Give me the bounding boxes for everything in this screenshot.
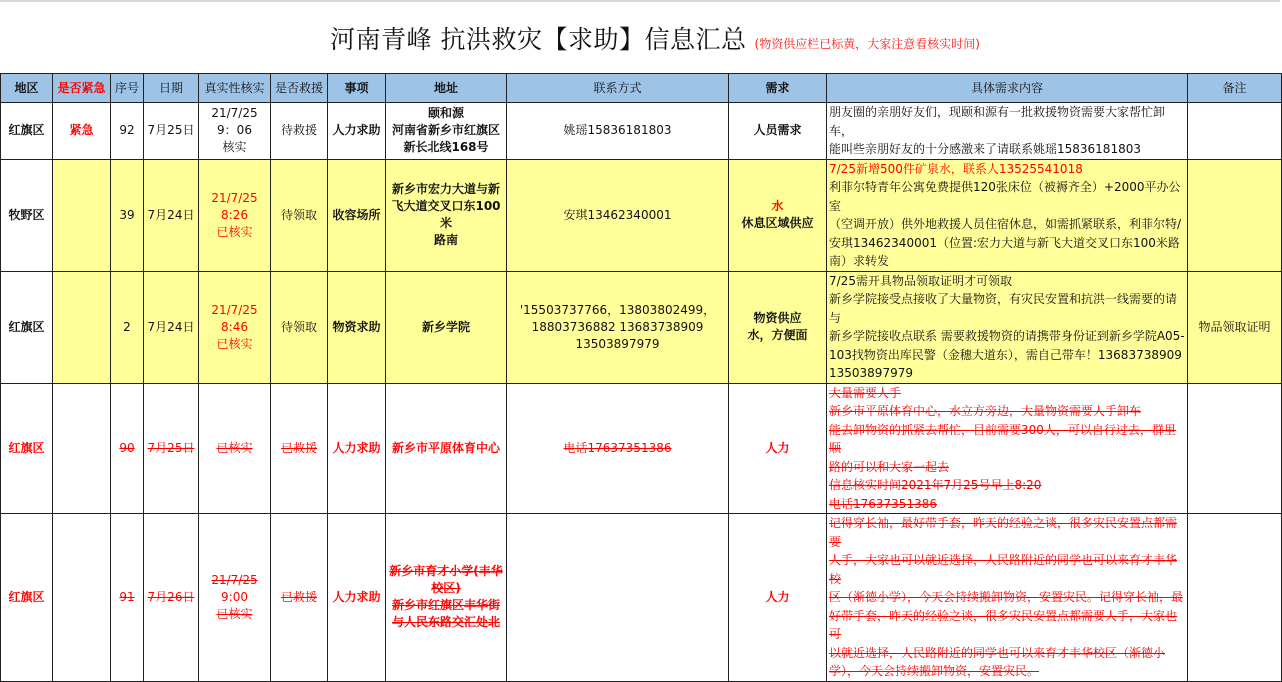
address-line: 路南 — [433, 233, 458, 247]
address-line: 飞大道交叉口东100米 — [391, 199, 501, 230]
title-bar — [0, 2, 1280, 73]
table-row — [1, 159, 1282, 271]
cell-need[interactable] — [729, 271, 827, 383]
cell-address[interactable] — [386, 514, 507, 682]
cell-item[interactable]: 人力求助 — [328, 103, 386, 160]
cell-contact[interactable]: 姚瑶15836181803 — [507, 103, 729, 160]
cell-urgent[interactable] — [53, 159, 111, 271]
verify-time: 8:26 — [221, 207, 248, 222]
cell-detail[interactable] — [827, 159, 1188, 271]
detail-line: 安琪13462340001（位置:宏力大道与新飞大道交叉口东100米路 — [829, 235, 1180, 250]
cell-remark[interactable] — [1188, 103, 1282, 160]
rescue-value: 已救援 — [280, 440, 317, 455]
verify-time: 9：06 — [217, 123, 252, 138]
cell-date[interactable] — [144, 383, 199, 514]
detail-line: 区（渐德小学），今天会持续搬卸物资，安置灾民。记得穿长袖，最 — [829, 590, 1184, 604]
detail-line: 新乡学院接受点接收了大量物资，有灾民安置和抗洪一线需要的请与 — [829, 292, 1178, 325]
detail-line: 好带手套，昨天的经验之谈，很多灾民安置点都需要人手，大家也可 — [829, 608, 1178, 641]
cell-need[interactable] — [729, 159, 827, 271]
cell-need[interactable]: 人力 — [729, 383, 827, 514]
cell-item[interactable]: 收容场所 — [328, 159, 386, 271]
col-header-item[interactable]: 事项 — [328, 74, 386, 103]
cell-remark[interactable] — [1188, 159, 1282, 271]
col-header-no[interactable]: 序号 — [111, 74, 144, 103]
address-line: 新乡市宏力大道与新 — [391, 182, 500, 196]
cell-detail[interactable] — [827, 383, 1188, 514]
cell-rescue[interactable]: 待领取 — [271, 159, 328, 271]
cell-verify[interactable] — [199, 271, 271, 383]
cell-no[interactable]: 39 — [111, 159, 144, 271]
cell-no[interactable]: 2 — [111, 271, 144, 383]
detail-line: 大量需要人手 — [829, 385, 902, 400]
detail-line: 能去卸物资的抓紧去帮忙，目前需要300人，可以自行过去，群里顺 — [829, 422, 1176, 455]
detail-line: 新乡市平原体育中心，水立方旁边，大量物资需要人手卸车 — [829, 404, 1142, 418]
cell-no[interactable] — [111, 514, 144, 682]
detail-line: 南）求转发 — [829, 254, 890, 268]
no-value: 90 — [119, 440, 135, 455]
need-line: 休息区域供应 — [741, 216, 814, 230]
cell-need[interactable]: 人员需求 — [729, 103, 827, 160]
contact-line: 18803736882 13683738909 — [531, 319, 704, 334]
cell-rescue[interactable] — [271, 383, 328, 514]
cell-region[interactable]: 牧野区 — [1, 159, 53, 271]
detail-line: 13503897979 — [829, 366, 913, 380]
detail-line: 路的可以和大家一起去 — [829, 459, 950, 474]
detail-line: 人手，大家也可以就近选择，人民路附近的同学也可以来育才丰华校 — [829, 553, 1178, 586]
detail-line: 7/25需开具物品领取证明才可领取 — [829, 273, 1012, 288]
cell-no[interactable]: 92 — [111, 103, 144, 160]
cell-date[interactable]: 7月24日 — [144, 159, 199, 271]
col-header-detail[interactable]: 具体需求内容 — [827, 74, 1188, 103]
cell-item[interactable]: 人力求助 — [328, 514, 386, 682]
cell-address[interactable] — [386, 159, 507, 271]
detail-line: 新乡学院接收点联系 需要救援物资的请携带身份证到新乡学院A05- — [829, 329, 1185, 343]
cell-rescue[interactable]: 待领取 — [271, 271, 328, 383]
verify-status: 已核实 — [216, 606, 253, 621]
address-line: 河南省新乡市红旗区 — [391, 123, 500, 138]
verify-date: 21/7/25 — [211, 106, 258, 121]
address-line: 颐和源 — [427, 106, 464, 121]
detail-line: （空调开放）供外地救援人员住宿休息，如需抓紧联系，利菲尔特/ — [829, 217, 1182, 231]
cell-urgent[interactable] — [53, 383, 111, 514]
cell-item[interactable]: 人力求助 — [328, 383, 386, 514]
cell-verify[interactable] — [199, 514, 271, 682]
contact-line: 13503897979 — [575, 336, 660, 351]
detail-line: 记得穿长袖，最好带手套，昨天的经验之谈，很多灾民安置点都需要 — [829, 516, 1178, 549]
cell-contact[interactable]: 安琪13462340001 — [507, 159, 729, 271]
cell-verify[interactable] — [199, 383, 271, 514]
address-line: 新乡市红旗区丰华街 — [391, 598, 500, 613]
no-value: 91 — [119, 589, 135, 604]
col-header-remark[interactable]: 备注 — [1188, 74, 1282, 103]
cell-rescue[interactable] — [271, 514, 328, 682]
table-row — [1, 271, 1282, 383]
detail-line: 朋友圈的亲朋好友们，现颐和源有一批救援物资需要大家帮忙卸车， — [829, 105, 1166, 138]
col-header-date[interactable]: 日期 — [144, 74, 199, 103]
cell-region[interactable]: 红旗区 — [1, 271, 53, 383]
cell-verify[interactable] — [199, 159, 271, 271]
page-subtitle-note: (物资供应栏已标黄，大家注意看核实时间) — [754, 36, 980, 51]
cell-contact[interactable] — [507, 383, 729, 514]
col-header-verify[interactable]: 真实性核实 — [199, 74, 271, 103]
verify-time: 9:00 — [221, 589, 248, 604]
col-header-region[interactable]: 地区 — [1, 74, 53, 103]
detail-line: 能叫些亲朋好友的十分感激来了请联系姚瑶15836181803 — [829, 142, 1141, 156]
table-row — [1, 103, 1282, 160]
detail-line: 利菲尔特青年公寓免费提供120张床位（被褥齐全）+2000平办公室 — [829, 180, 1181, 213]
cell-date[interactable]: 7月25日 — [144, 103, 199, 160]
detail-line: 以就近选择，人民路附近的同学也可以来育才丰华校区（渐德小 — [829, 645, 1166, 660]
date-value: 7月25日 — [147, 440, 195, 455]
verify-date: 21/7/25 — [211, 302, 258, 317]
verify-status: 已核实 — [216, 224, 253, 239]
date-value: 7月26日 — [147, 589, 195, 604]
table-row — [1, 383, 1282, 514]
cell-detail[interactable] — [827, 514, 1188, 682]
relief-info-table — [0, 73, 1282, 682]
verify-status: 核实 — [222, 140, 247, 155]
detail-highlight-line: 7/25新增500件矿泉水，联系人13525541018 — [829, 161, 1083, 176]
cell-address[interactable]: 新乡学院 — [386, 271, 507, 383]
cell-region[interactable]: 红旗区 — [1, 103, 53, 160]
address-line: 校区) — [431, 581, 461, 596]
col-header-urgent[interactable]: 是否紧急 — [53, 74, 111, 103]
cell-address[interactable] — [386, 103, 507, 160]
cell-date[interactable]: 7月24日 — [144, 271, 199, 383]
cell-need[interactable]: 人力 — [729, 514, 827, 682]
contact-value: 电话17637351386 — [563, 440, 672, 455]
verify-status: 已核实 — [216, 440, 253, 455]
need-line: 水，方便面 — [747, 328, 808, 342]
cell-remark[interactable] — [1188, 383, 1282, 514]
cell-remark[interactable]: 物品领取证明 — [1188, 271, 1282, 383]
cell-date[interactable] — [144, 514, 199, 682]
address-line: 新长北线168号 — [403, 140, 489, 155]
cell-address[interactable]: 新乡市平原体育中心 — [386, 383, 507, 514]
cell-region[interactable]: 红旗区 — [1, 514, 53, 682]
verify-time: 8:46 — [221, 319, 248, 334]
cell-no[interactable] — [111, 383, 144, 514]
detail-line: 信息核实时间2021年7月25号早上8:20 — [829, 478, 1042, 492]
need-line: 物资供应 — [753, 311, 802, 325]
col-header-need[interactable]: 需求 — [729, 74, 827, 103]
header-row — [1, 74, 1282, 103]
contact-line: '15503737766，13803802499， — [519, 302, 716, 317]
cell-contact[interactable] — [507, 514, 729, 682]
cell-remark[interactable] — [1188, 514, 1282, 682]
cell-rescue[interactable]: 待救援 — [271, 103, 328, 160]
cell-contact[interactable] — [507, 271, 729, 383]
need-line: 水 — [771, 199, 784, 213]
cell-detail[interactable] — [827, 103, 1188, 160]
detail-line: 学），今天会持续搬卸物资，安置灾民。 — [829, 664, 1040, 678]
cell-item[interactable]: 物资求助 — [328, 271, 386, 383]
cell-urgent[interactable] — [53, 514, 111, 682]
table-row — [1, 514, 1282, 682]
address-line: 新乡市育才小学(丰华 — [389, 564, 503, 579]
address-line: 与人民东路交汇处北 — [391, 615, 500, 630]
rescue-value: 已救援 — [280, 589, 317, 604]
cell-urgent[interactable]: 紧急 — [53, 103, 111, 160]
cell-verify[interactable] — [199, 103, 271, 160]
cell-urgent[interactable] — [53, 271, 111, 383]
cell-region[interactable]: 红旗区 — [1, 383, 53, 514]
verify-date: 21/7/25 — [211, 572, 258, 587]
detail-line: 电话17637351386 — [829, 496, 937, 511]
verify-date: 21/7/25 — [211, 190, 258, 205]
detail-line: 103找物资出库民警（金穗大道东），需自己带车！13683738909 — [829, 347, 1182, 362]
page-title: 河南青峰 抗洪救灾【求助】信息汇总 — [330, 24, 747, 54]
cell-detail[interactable] — [827, 271, 1188, 383]
col-header-rescue[interactable]: 是否救援 — [271, 74, 328, 103]
col-header-contact[interactable]: 联系方式 — [507, 74, 729, 103]
verify-status: 已核实 — [216, 336, 253, 351]
col-header-address[interactable]: 地址 — [386, 74, 507, 103]
